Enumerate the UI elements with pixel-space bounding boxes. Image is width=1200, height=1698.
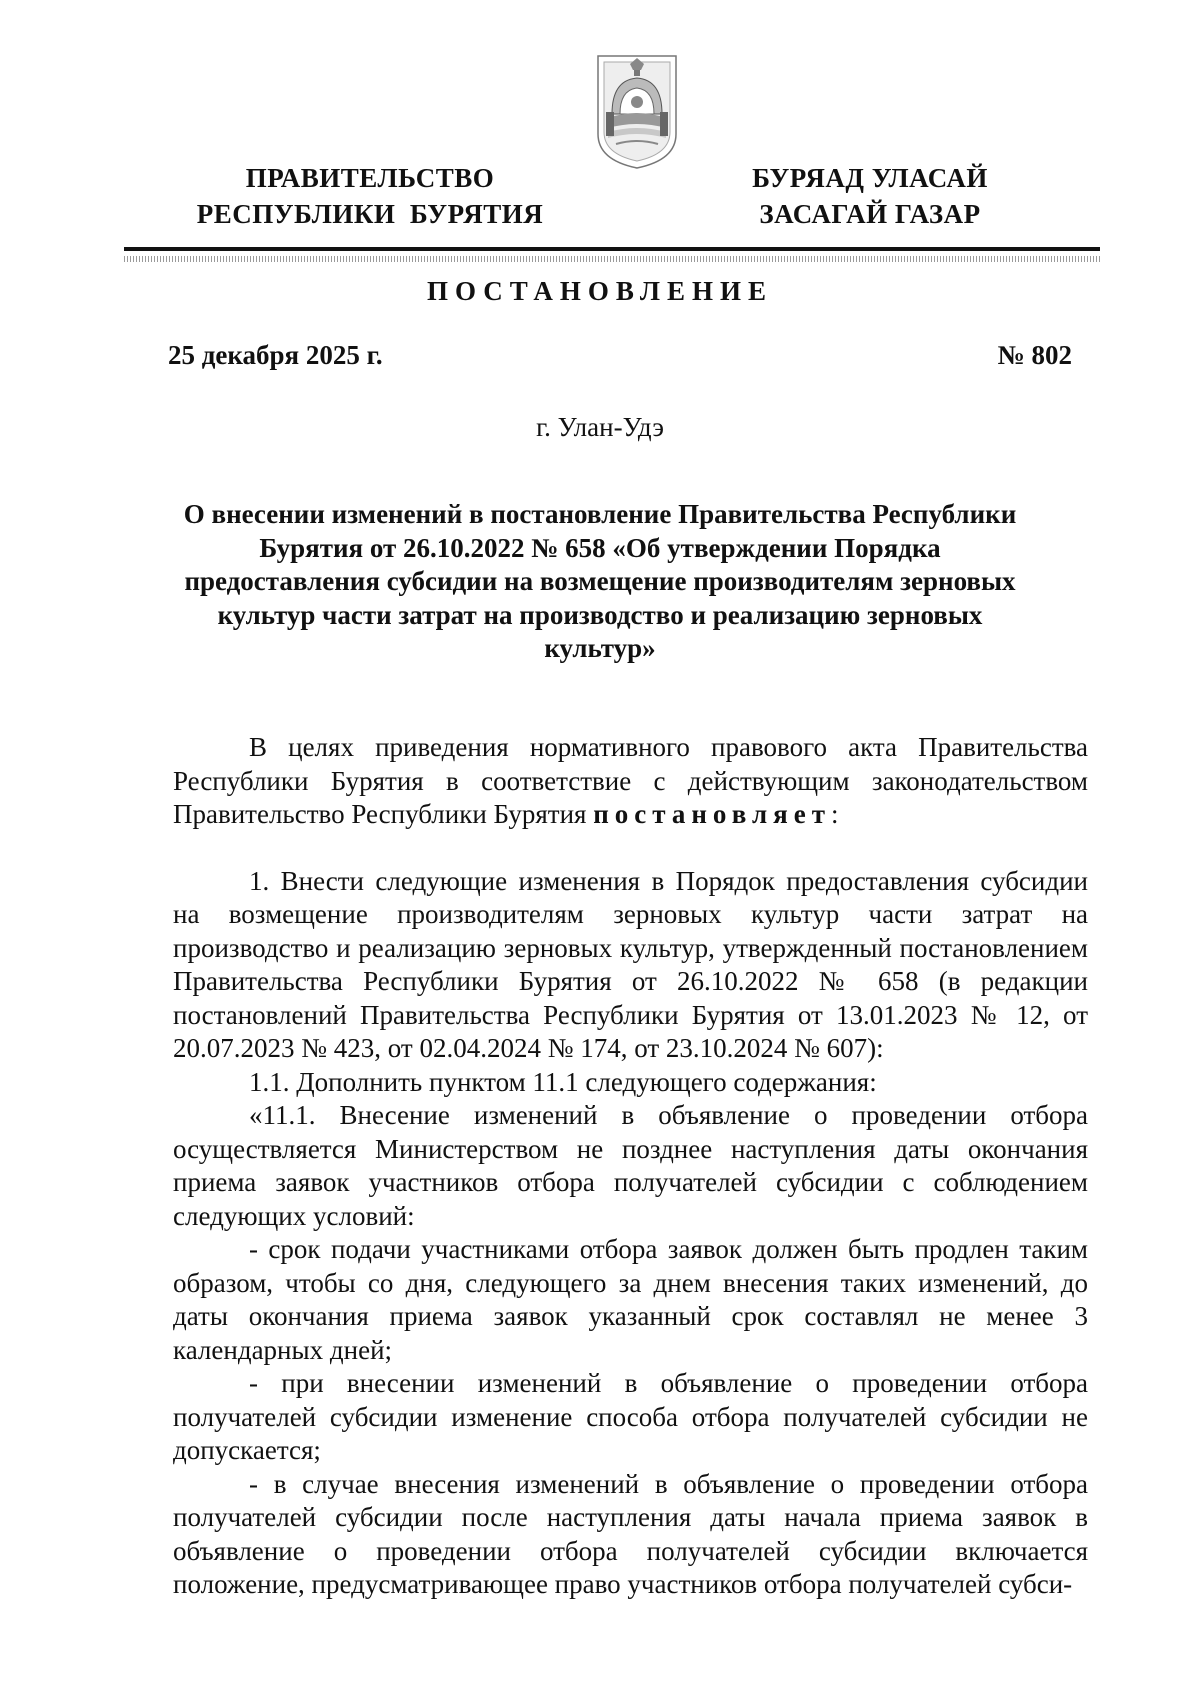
body-paragraph: - при внесении изменений в объявление о проведении отбора получателей субсидии изменение способа отбора получателей субсидии не допускается; — [173, 1368, 1088, 1465]
document-date: 25 декабря 2025 г. — [168, 340, 383, 370]
document-number: № 802 — [997, 340, 1072, 370]
preamble-emphasis: постановляет — [593, 799, 831, 829]
org-name-buryat — [720, 160, 1020, 232]
body-paragraph: «11.1. Внесение изменений в объявление о проведении отбора осуществляется Министерством не позднее наступления даты окончания приема заявок участников отбора получателей субсидии с соблюдением следующих условий: — [173, 1100, 1088, 1231]
preamble-paragraph — [173, 731, 1088, 832]
body-paragraph: 1.1. Дополнить пунктом 11.1 следующего содержания: — [249, 1066, 877, 1097]
document-type: ПОСТАНОВЛЕНИЕ — [426, 276, 774, 306]
coat-of-arms-icon — [594, 52, 680, 172]
body-paragraph: - в случае внесения изменений в объявление о проведении отбора получателей субсидии после наступления даты начала приема заявок в объявление о проведении отбора получателей субсидии включается положение, предусматривающее право участников отбора получателей субси- — [173, 1468, 1088, 1599]
preamble-text: В целях приведения нормативного правового акта Правительства Республики Бурятия в соответствие с действующим законодательством Правительство Республики Бурятия — [173, 732, 1088, 829]
header-divider-thick — [124, 247, 1100, 251]
document-city: г. Улан-Удэ — [536, 412, 664, 442]
body-paragraph: 1. Внести следующие изменения в Порядок предоставления субсидии на возмещение производителям зерновых культур части затрат на производство и реализацию зерновых культур, утвержденный постановлением Правительства Республики Бурятия от 26.10.2022 № 658 (в редакции постановлений Правительства Республики Бурятия от 13.01.2023 № 12, от 20.07.2023 № 423, от 02.04.2024 № 174, от 23.10.2024 № 607): — [173, 865, 1088, 1063]
org-name-buryat-line-1: БУРЯАД УЛАСАЙ — [752, 163, 988, 193]
org-name-buryat-line-2: ЗАСАГАЙ ГАЗАР — [759, 199, 981, 229]
header-divider-dotted — [124, 256, 1100, 262]
org-name-russian — [170, 160, 570, 232]
org-name-russian-line-2: РЕСПУБЛИКИ БУРЯТИЯ — [196, 199, 544, 229]
preamble-tail: : — [830, 799, 839, 829]
document-title: О внесении изменений в постановление Правительства Республики Бурятия от 26.10.2022 № 658 «Об утверждении Порядка предоставления субсидии на возмещение производителям зерновых культур части затрат на производство и реализацию зерновых культур» — [183, 499, 1017, 663]
body-paragraph: - срок подачи участниками отбора заявок должен быть продлен таким образом, чтобы со дня, следующего за днем внесения таких изменений, до даты окончания приема заявок указанный срок составлял не менее 3 календарных дней; — [173, 1234, 1088, 1365]
document-body — [173, 731, 1088, 1602]
org-name-russian-line-1: ПРАВИТЕЛЬСТВО — [245, 163, 495, 193]
